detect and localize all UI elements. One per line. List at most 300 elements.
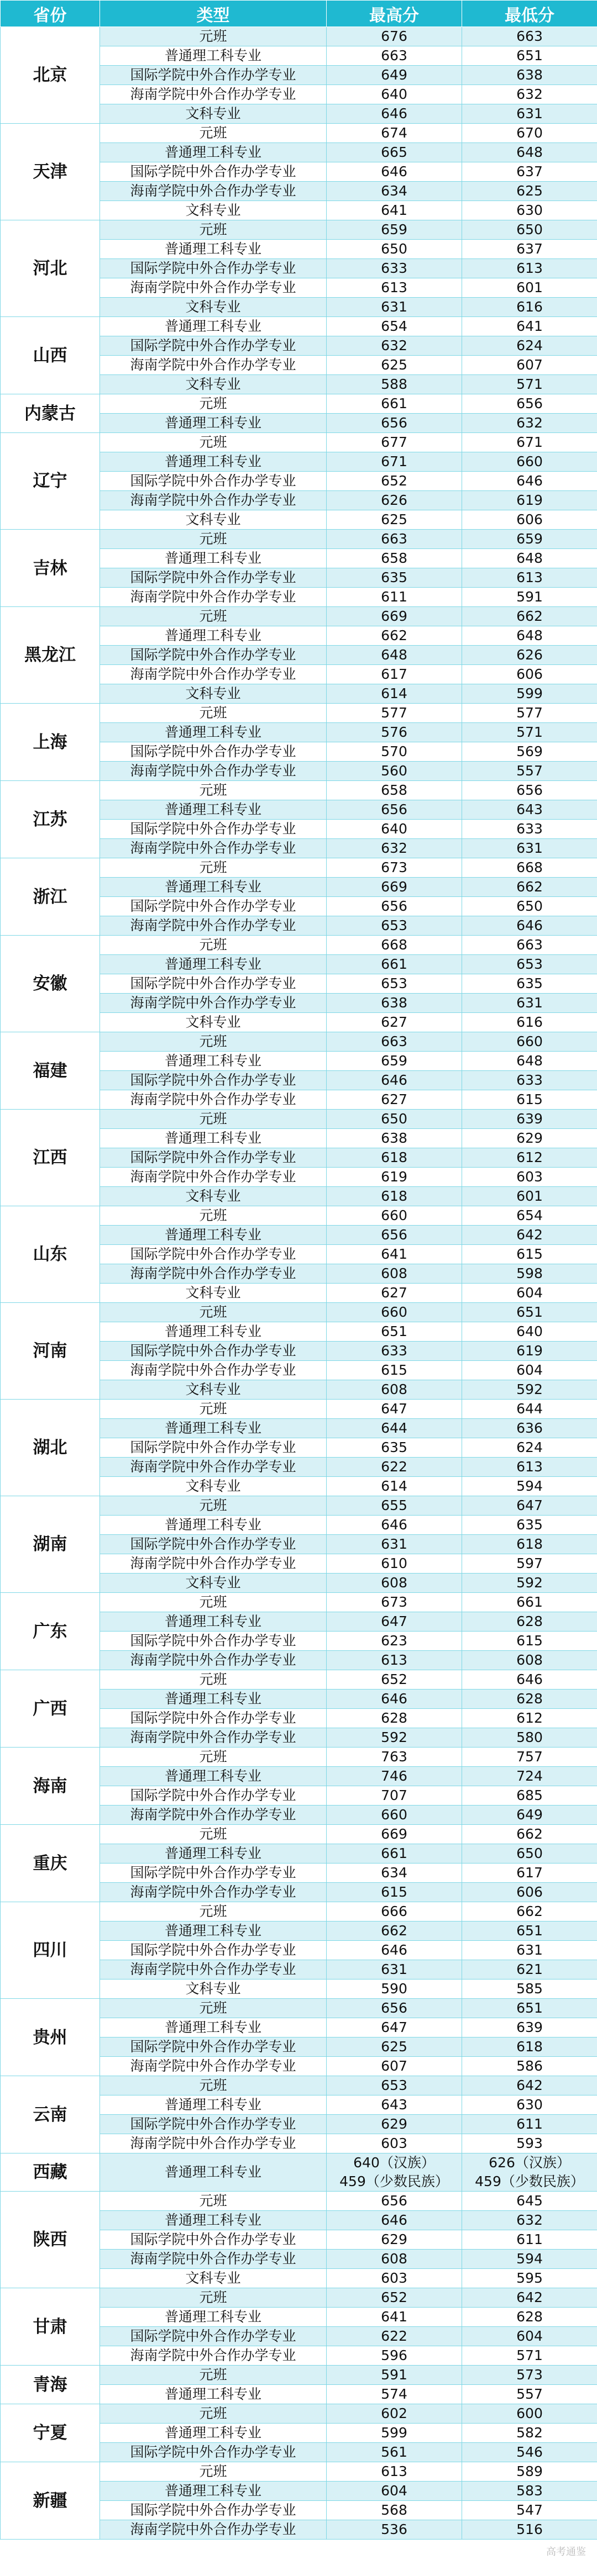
- min-score-cell: 626: [462, 646, 597, 665]
- table-row: [1, 394, 597, 414]
- min-score-cell: 611: [462, 2115, 597, 2134]
- type-cell: 普通理工科专业: [100, 2308, 327, 2327]
- table-row: [1, 2288, 597, 2308]
- max-score-cell: 656: [327, 1999, 462, 2018]
- min-score-cell: 577: [462, 704, 597, 723]
- min-score-cell: 624: [462, 1438, 597, 1458]
- table-row: [1, 1825, 597, 1844]
- max-score-cell: 656: [327, 414, 462, 433]
- table-row: [1, 781, 597, 800]
- max-score-cell: 707: [327, 1786, 462, 1806]
- max-score-cell: 615: [327, 1883, 462, 1902]
- type-cell: 海南学院中外合作办学专业: [100, 182, 327, 201]
- min-score-cell: 635: [462, 974, 597, 994]
- min-score-cell: 646: [462, 1670, 597, 1690]
- min-score-cell: 628: [462, 1690, 597, 1709]
- type-cell: 元班: [100, 2076, 327, 2095]
- min-score-cell: 611: [462, 2230, 597, 2250]
- header-min: 最低分: [462, 1, 597, 27]
- min-score-cell: 642: [462, 2076, 597, 2095]
- min-score-cell: 547: [462, 2501, 597, 2520]
- max-score-cell: 592: [327, 1728, 462, 1748]
- min-score-cell: 651: [462, 46, 597, 66]
- min-score-cell: 648: [462, 143, 597, 162]
- max-score-cell: 652: [327, 1670, 462, 1690]
- type-cell: 国际学院中外合作办学专业: [100, 162, 327, 182]
- type-cell: 国际学院中外合作办学专业: [100, 568, 327, 588]
- max-score-cell: 663: [327, 1032, 462, 1052]
- min-score-cell: 653: [462, 955, 597, 974]
- type-cell: 普通理工科专业: [100, 2482, 327, 2501]
- max-score-cell: 633: [327, 1342, 462, 1361]
- max-score-cell: 631: [327, 1960, 462, 1979]
- type-cell: 国际学院中外合作办学专业: [100, 1709, 327, 1728]
- type-cell: 海南学院中外合作办学专业: [100, 1728, 327, 1748]
- max-score-cell: 631: [327, 1535, 462, 1554]
- max-score-cell: 632: [327, 336, 462, 356]
- min-score-cell: 650: [462, 1844, 597, 1864]
- max-score-cell: 653: [327, 974, 462, 994]
- type-cell: 海南学院中外合作办学专业: [100, 588, 327, 607]
- type-cell: 海南学院中外合作办学专业: [100, 1090, 327, 1110]
- max-score-cell: 668: [327, 936, 462, 955]
- min-score-cell: 648: [462, 626, 597, 646]
- min-score-cell: 671: [462, 433, 597, 452]
- min-score-cell: 663: [462, 936, 597, 955]
- min-score-cell: 651: [462, 1999, 597, 2018]
- province-cell: 北京: [1, 27, 100, 124]
- max-score-cell: 644: [327, 1419, 462, 1438]
- max-score-cell: 673: [327, 858, 462, 878]
- table-row: [1, 704, 597, 723]
- type-cell: 文科专业: [100, 1380, 327, 1400]
- type-cell: 国际学院中外合作办学专业: [100, 1245, 327, 1264]
- max-score-cell: 646: [327, 162, 462, 182]
- type-cell: 元班: [100, 781, 327, 800]
- type-cell: 元班: [100, 1748, 327, 1767]
- min-score-cell: 631: [462, 839, 597, 858]
- type-cell: 国际学院中外合作办学专业: [100, 336, 327, 356]
- type-cell: 文科专业: [100, 201, 327, 220]
- type-cell: 海南学院中外合作办学专业: [100, 1361, 327, 1380]
- max-score-cell: 651: [327, 1322, 462, 1342]
- province-cell: 山东: [1, 1206, 100, 1303]
- table-row: [1, 1902, 597, 1922]
- province-cell: 陕西: [1, 2192, 100, 2288]
- min-score-cell: 557: [462, 762, 597, 781]
- max-score-cell: 663: [327, 530, 462, 549]
- min-score-cell: 648: [462, 1052, 597, 1071]
- max-score-cell: 603: [327, 2134, 462, 2153]
- province-cell: 重庆: [1, 1825, 100, 1902]
- min-score-cell: 656: [462, 781, 597, 800]
- min-score-cell: 617: [462, 1864, 597, 1883]
- max-score-cell: 666: [327, 1902, 462, 1922]
- province-cell: 青海: [1, 2366, 100, 2404]
- min-score-cell: 606: [462, 1883, 597, 1902]
- min-score-cell: 670: [462, 124, 597, 143]
- type-cell: 国际学院中外合作办学专业: [100, 1786, 327, 1806]
- min-score-cell: 592: [462, 1380, 597, 1400]
- max-score-cell: 568: [327, 2501, 462, 2520]
- type-cell: 国际学院中外合作办学专业: [100, 897, 327, 916]
- type-cell: 海南学院中外合作办学专业: [100, 85, 327, 104]
- max-score-cell: 673: [327, 1593, 462, 1612]
- min-score-cell: 668: [462, 858, 597, 878]
- min-score-cell: 649: [462, 1806, 597, 1825]
- province-cell: 甘肃: [1, 2288, 100, 2366]
- min-score-cell: 606: [462, 665, 597, 684]
- type-cell: 元班: [100, 1902, 327, 1922]
- type-cell: 文科专业: [100, 1187, 327, 1206]
- max-score-cell: 656: [327, 2192, 462, 2211]
- table-row: [1, 1032, 597, 1052]
- province-cell: 贵州: [1, 1999, 100, 2076]
- province-cell: 浙江: [1, 858, 100, 936]
- max-score-cell: 604: [327, 2482, 462, 2501]
- type-cell: 文科专业: [100, 1477, 327, 1496]
- max-score-cell: 631: [327, 298, 462, 317]
- min-score-cell: 636: [462, 1419, 597, 1438]
- type-cell: 普通理工科专业: [100, 1516, 327, 1535]
- min-score-cell: 586: [462, 2057, 597, 2076]
- max-score-cell: 577: [327, 704, 462, 723]
- type-cell: 海南学院中外合作办学专业: [100, 839, 327, 858]
- type-cell: 海南学院中外合作办学专业: [100, 1883, 327, 1902]
- type-cell: 国际学院中外合作办学专业: [100, 1342, 327, 1361]
- min-score-cell: 592: [462, 1574, 597, 1593]
- min-score-cell: 650: [462, 897, 597, 916]
- province-cell: 湖南: [1, 1496, 100, 1593]
- max-score-cell: 623: [327, 1632, 462, 1651]
- max-score-cell: 625: [327, 510, 462, 530]
- type-cell: 普通理工科专业: [100, 46, 327, 66]
- max-score-cell: 659: [327, 220, 462, 240]
- table-row: [1, 1748, 597, 1767]
- type-cell: 海南学院中外合作办学专业: [100, 1554, 327, 1574]
- max-score-cell: 608: [327, 1264, 462, 1284]
- min-score-cell: 557: [462, 2385, 597, 2404]
- type-cell: 元班: [100, 1825, 327, 1844]
- type-cell: 普通理工科专业: [100, 143, 327, 162]
- table-row: [1, 27, 597, 46]
- type-cell: 元班: [100, 220, 327, 240]
- type-cell: 普通理工科专业: [100, 878, 327, 897]
- min-score-cell: 624: [462, 336, 597, 356]
- min-score-cell: 615: [462, 1245, 597, 1264]
- max-score-cell: 629: [327, 2115, 462, 2134]
- type-cell: 元班: [100, 530, 327, 549]
- table-row: [1, 2076, 597, 2095]
- max-score-cell: 661: [327, 1844, 462, 1864]
- type-cell: 元班: [100, 433, 327, 452]
- min-score-cell: 660: [462, 1032, 597, 1052]
- max-score-cell: 646: [327, 1941, 462, 1960]
- min-score-cell: 724: [462, 1767, 597, 1786]
- max-score-cell: 643: [327, 2095, 462, 2115]
- min-score-cell: 628: [462, 1612, 597, 1632]
- max-score-cell: 638: [327, 994, 462, 1013]
- province-cell: 上海: [1, 704, 100, 781]
- max-score-cell: 659: [327, 1052, 462, 1071]
- type-cell: 元班: [100, 704, 327, 723]
- min-score-cell: 642: [462, 2288, 597, 2308]
- max-score-cell: 746: [327, 1767, 462, 1786]
- type-cell: 元班: [100, 124, 327, 143]
- max-score-cell: 635: [327, 568, 462, 588]
- type-cell: 元班: [100, 1999, 327, 2018]
- type-cell: 海南学院中外合作办学专业: [100, 1806, 327, 1825]
- max-score-cell: 640: [327, 820, 462, 839]
- min-score-cell: 662: [462, 878, 597, 897]
- type-cell: 普通理工科专业: [100, 1129, 327, 1148]
- min-score-cell: 601: [462, 1187, 597, 1206]
- max-score-cell: 614: [327, 684, 462, 704]
- type-cell: 普通理工科专业: [100, 1612, 327, 1632]
- min-score-cell: 608: [462, 1651, 597, 1670]
- min-score-cell: 619: [462, 1342, 597, 1361]
- type-cell: 普通理工科专业: [100, 1922, 327, 1941]
- type-cell: 国际学院中外合作办学专业: [100, 2037, 327, 2057]
- table-row: [1, 936, 597, 955]
- max-score-cell: 627: [327, 1013, 462, 1032]
- province-cell: 辽宁: [1, 433, 100, 530]
- max-score-cell: 610: [327, 1554, 462, 1574]
- min-score-cell: 637: [462, 240, 597, 259]
- max-score-cell: 625: [327, 2037, 462, 2057]
- min-score-cell: 595: [462, 2269, 597, 2288]
- type-cell: 海南学院中外合作办学专业: [100, 2134, 327, 2153]
- province-cell: 宁夏: [1, 2404, 100, 2462]
- max-score-cell: 656: [327, 1226, 462, 1245]
- min-score-cell: 638: [462, 66, 597, 85]
- province-cell: 湖北: [1, 1400, 100, 1496]
- min-score-cell: 597: [462, 1554, 597, 1574]
- max-score-cell: 677: [327, 433, 462, 452]
- max-score-cell: 676: [327, 27, 462, 46]
- max-score-cell: 662: [327, 626, 462, 646]
- province-cell: 安徽: [1, 936, 100, 1032]
- type-cell: 元班: [100, 2404, 327, 2424]
- type-cell: 国际学院中外合作办学专业: [100, 66, 327, 85]
- min-score-cell: 632: [462, 414, 597, 433]
- province-cell: 河南: [1, 1303, 100, 1400]
- type-cell: 文科专业: [100, 684, 327, 704]
- min-score-cell: 648: [462, 549, 597, 568]
- min-score-cell: 600: [462, 2404, 597, 2424]
- table-row: [1, 1400, 597, 1419]
- min-score-cell: 616: [462, 1013, 597, 1032]
- max-score-cell: 599: [327, 2424, 462, 2443]
- province-cell: 云南: [1, 2076, 100, 2153]
- type-cell: 国际学院中外合作办学专业: [100, 1941, 327, 1960]
- max-score-cell: 656: [327, 800, 462, 820]
- max-score-cell: 646: [327, 104, 462, 124]
- province-cell: 西藏: [1, 2153, 100, 2192]
- max-score-cell: 622: [327, 2327, 462, 2346]
- table-row: [1, 1110, 597, 1129]
- max-score-cell: 658: [327, 781, 462, 800]
- type-cell: 元班: [100, 936, 327, 955]
- province-cell: 黑龙江: [1, 607, 100, 704]
- min-score-cell: 630: [462, 2095, 597, 2115]
- max-score-cell: 671: [327, 452, 462, 472]
- min-score-cell: 604: [462, 1361, 597, 1380]
- max-score-cell: 628: [327, 1709, 462, 1728]
- type-cell: 文科专业: [100, 298, 327, 317]
- province-cell: 新疆: [1, 2462, 100, 2540]
- table-row: [1, 124, 597, 143]
- type-cell: 普通理工科专业: [100, 1767, 327, 1786]
- type-cell: 海南学院中外合作办学专业: [100, 1168, 327, 1187]
- type-cell: 文科专业: [100, 510, 327, 530]
- type-cell: 文科专业: [100, 104, 327, 124]
- type-cell: 文科专业: [100, 375, 327, 394]
- min-score-cell: 573: [462, 2366, 597, 2385]
- type-cell: 普通理工科专业: [100, 1052, 327, 1071]
- max-score-cell: 611: [327, 588, 462, 607]
- min-score-cell: 637: [462, 162, 597, 182]
- max-score-cell: 647: [327, 1400, 462, 1419]
- province-cell: 吉林: [1, 530, 100, 607]
- min-score-cell: 641: [462, 317, 597, 336]
- type-cell: 元班: [100, 2366, 327, 2385]
- min-score-cell: 662: [462, 1902, 597, 1922]
- type-cell: 国际学院中外合作办学专业: [100, 820, 327, 839]
- max-score-cell: 647: [327, 2018, 462, 2037]
- min-score-cell: 628: [462, 2308, 597, 2327]
- min-score-cell: 645: [462, 2192, 597, 2211]
- min-score-cell: 607: [462, 356, 597, 375]
- min-score-cell: 630: [462, 201, 597, 220]
- table-row: [1, 2404, 597, 2424]
- type-cell: 国际学院中外合作办学专业: [100, 472, 327, 491]
- min-score-cell: 621: [462, 1960, 597, 1979]
- max-score-cell: 591: [327, 2366, 462, 2385]
- max-score-cell: 641: [327, 201, 462, 220]
- min-score-cell: 613: [462, 259, 597, 278]
- max-score-cell: 646: [327, 1071, 462, 1090]
- header-max: 最高分: [327, 1, 462, 27]
- type-cell: 普通理工科专业: [100, 626, 327, 646]
- max-score-cell: 661: [327, 394, 462, 414]
- min-score-cell: 546: [462, 2443, 597, 2462]
- min-score-cell: 612: [462, 1709, 597, 1728]
- max-score-cell: 763: [327, 1748, 462, 1767]
- min-score-cell: 599: [462, 684, 597, 704]
- max-score-cell: 608: [327, 1574, 462, 1593]
- type-cell: 普通理工科专业: [100, 1226, 327, 1245]
- min-score-cell: 615: [462, 1090, 597, 1110]
- min-score-cell: 757: [462, 1748, 597, 1767]
- max-score-cell: 634: [327, 182, 462, 201]
- type-cell: 海南学院中外合作办学专业: [100, 994, 327, 1013]
- type-cell: 国际学院中外合作办学专业: [100, 646, 327, 665]
- type-cell: 海南学院中外合作办学专业: [100, 1458, 327, 1477]
- min-score-cell: 631: [462, 104, 597, 124]
- min-score-cell: 651: [462, 1303, 597, 1322]
- max-score-cell: 669: [327, 878, 462, 897]
- type-cell: 元班: [100, 27, 327, 46]
- max-score-cell: 607: [327, 2057, 462, 2076]
- max-score-cell: 650: [327, 1110, 462, 1129]
- min-score-cell: 616: [462, 298, 597, 317]
- max-score-cell: 660: [327, 1806, 462, 1825]
- min-score-cell: 631: [462, 994, 597, 1013]
- max-score-cell: 669: [327, 607, 462, 626]
- min-score-cell: 589: [462, 2462, 597, 2482]
- min-score-cell: 659: [462, 530, 597, 549]
- type-cell: 文科专业: [100, 1574, 327, 1593]
- min-score-cell: 646: [462, 916, 597, 936]
- type-cell: 普通理工科专业: [100, 1419, 327, 1438]
- table-row: [1, 2366, 597, 2385]
- type-cell: 国际学院中外合作办学专业: [100, 2443, 327, 2462]
- min-score-cell: 603: [462, 1168, 597, 1187]
- type-cell: 普通理工科专业: [100, 240, 327, 259]
- table-row: [1, 317, 597, 336]
- province-cell: 江苏: [1, 781, 100, 858]
- min-score-cell: 571: [462, 2346, 597, 2366]
- min-score-cell: 642: [462, 1226, 597, 1245]
- max-score-cell: 608: [327, 2250, 462, 2269]
- min-score-cell: 662: [462, 1825, 597, 1844]
- max-score-cell: 613: [327, 278, 462, 298]
- max-score-cell: 570: [327, 742, 462, 762]
- table-body: [1, 27, 597, 2540]
- max-score-cell: 661: [327, 955, 462, 974]
- min-score-cell: 582: [462, 2424, 597, 2443]
- max-score-cell: 663: [327, 46, 462, 66]
- max-score-cell: 602: [327, 2404, 462, 2424]
- table-row: [1, 1670, 597, 1690]
- max-score-cell: 640（汉族） 459（少数民族）: [327, 2153, 462, 2192]
- max-score-cell: 617: [327, 665, 462, 684]
- type-cell: 普通理工科专业: [100, 2385, 327, 2404]
- min-score-cell: 631: [462, 1941, 597, 1960]
- table-row: [1, 858, 597, 878]
- min-score-cell: 618: [462, 2037, 597, 2057]
- max-score-cell: 646: [327, 1516, 462, 1535]
- min-score-cell: 618: [462, 1535, 597, 1554]
- type-cell: 普通理工科专业: [100, 2153, 327, 2192]
- max-score-cell: 603: [327, 2269, 462, 2288]
- table-row: [1, 433, 597, 452]
- type-cell: 普通理工科专业: [100, 1690, 327, 1709]
- type-cell: 国际学院中外合作办学专业: [100, 1148, 327, 1168]
- type-cell: 国际学院中外合作办学专业: [100, 2327, 327, 2346]
- max-score-cell: 652: [327, 472, 462, 491]
- type-cell: 文科专业: [100, 2269, 327, 2288]
- min-score-cell: 633: [462, 1071, 597, 1090]
- province-cell: 广西: [1, 1670, 100, 1748]
- type-cell: 国际学院中外合作办学专业: [100, 1438, 327, 1458]
- type-cell: 国际学院中外合作办学专业: [100, 259, 327, 278]
- min-score-cell: 629: [462, 1129, 597, 1148]
- max-score-cell: 650: [327, 240, 462, 259]
- header-province: 省份: [1, 1, 100, 27]
- type-cell: 普通理工科专业: [100, 2018, 327, 2037]
- province-cell: 四川: [1, 1902, 100, 1999]
- max-score-cell: 641: [327, 2308, 462, 2327]
- header-row: [1, 1, 597, 27]
- type-cell: 国际学院中外合作办学专业: [100, 2501, 327, 2520]
- type-cell: 普通理工科专业: [100, 955, 327, 974]
- min-score-cell: 639: [462, 1110, 597, 1129]
- type-cell: 元班: [100, 1400, 327, 1419]
- max-score-cell: 608: [327, 1380, 462, 1400]
- type-cell: 普通理工科专业: [100, 2424, 327, 2443]
